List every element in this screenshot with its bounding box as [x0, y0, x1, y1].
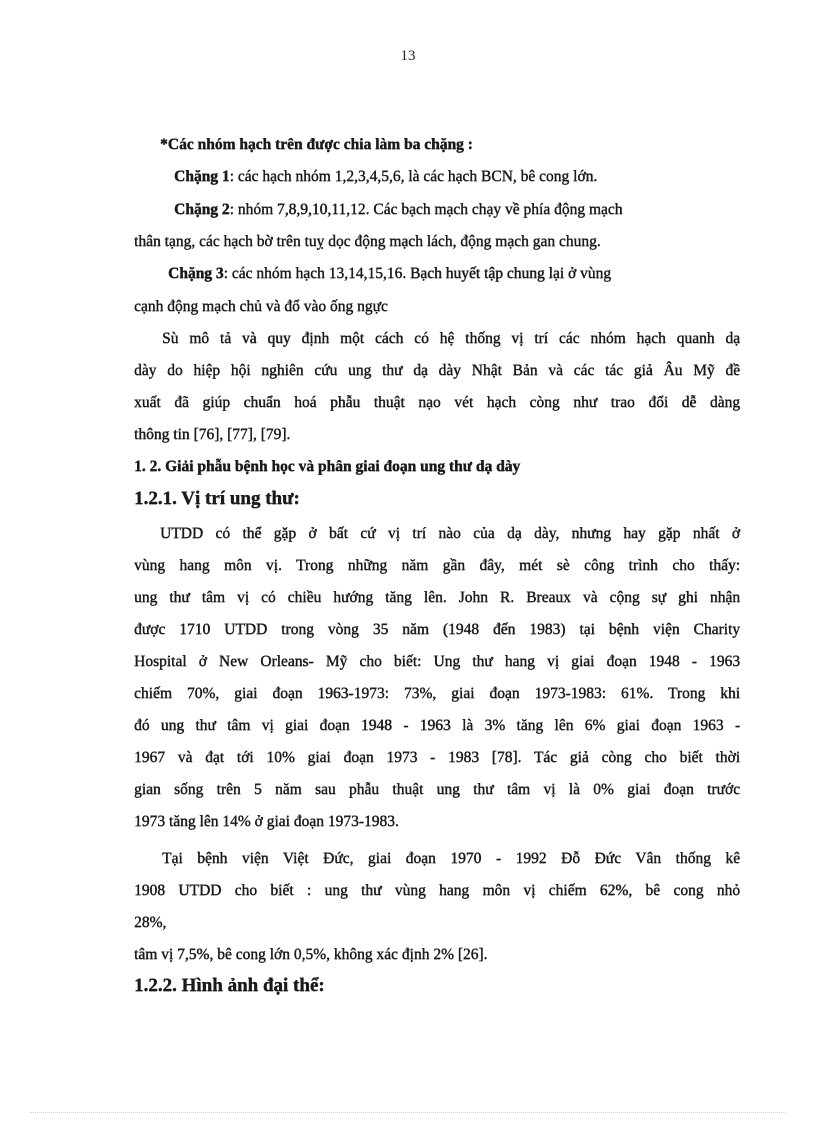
- section-1-2-2-heading: 1.2.2. Hình ảnh đại thể:: [134, 975, 325, 996]
- location-line-8: 1967 và đạt tới 10% giai đoạn 1973 - 1983 [78]. Tác giả còng cho biết thời: [134, 749, 740, 766]
- viet-duc-line-3: 28%,: [134, 914, 167, 931]
- location-line-3: ung thư tâm vị có chiều hướng tăng lên. John R. Breaux và cộng sự ghi nhận: [134, 589, 740, 606]
- page-bottom-divider: [30, 1112, 786, 1113]
- tier-3-text: : các nhóm hạch 13,14,15,16. Bạch huyết tập chung lại ở vùng: [223, 265, 611, 282]
- tier-2-line-1: [174, 200, 740, 220]
- viet-duc-line-4: tâm vị 7,5%, bê cong lớn 0,5%, không xác định 2% [26].: [134, 946, 488, 963]
- viet-duc-line-1: Tại bệnh viện Việt Đức, giai đoạn 1970 - 1992 Đỗ Đức Vân thống kê: [162, 850, 740, 867]
- describe-line-2: dày do hiệp hội nghiên cứu ung thư dạ dày Nhật Bản và các tác giả Âu Mỹ đề: [134, 362, 740, 379]
- tier-2-text: : nhóm 7,8,9,10,11,12. Các bạch mạch chạy về phía động mạch: [229, 201, 623, 218]
- tier-1-text: : các hạch nhóm 1,2,3,4,5,6, là các hạch BCN, bê cong lớn.: [229, 168, 598, 185]
- location-line-10: 1973 tăng lên 14% ở giai đoạn 1973-1983.: [134, 813, 399, 830]
- tier-2-label: Chặng 2: [174, 201, 230, 218]
- viet-duc-line-2: 1908 UTDD cho biết : ung thư vùng hang môn vị chiếm 62%, bê cong nhỏ: [134, 882, 740, 899]
- tiers-heading: *Các nhóm hạch trên được chia làm ba chặng :: [160, 136, 473, 153]
- tier-3-line-1: [168, 264, 740, 284]
- tier-2-line-2: thân tạng, các hạch bờ trên tuỵ dọc động mạch lách, động mạch gan chung.: [134, 233, 601, 250]
- location-line-6: chiếm 70%, giai đoạn 1963-1973: 73%, giai đoạn 1973-1983: 61%. Trong khi: [134, 685, 740, 702]
- location-line-9: gian sống trên 5 năm sau phẫu thuật ung thư tâm vị là 0% giai đoạn trước: [134, 781, 740, 798]
- tier-3-label: Chặng 3: [168, 265, 224, 282]
- location-line-2: vùng hang môn vị. Trong những năm gần đây, mét sè công trình cho thấy:: [134, 557, 740, 574]
- section-1-2-1-heading: 1.2.1. Vị trí ung thư:: [134, 488, 300, 509]
- describe-line-3: xuất đã giúp chuẩn hoá phẫu thuật nạo vét hạch còng như trao đổi dễ dàng: [134, 394, 740, 411]
- tier-1-label: Chặng 1: [174, 168, 230, 185]
- location-line-4: được 1710 UTDD trong vòng 35 năm (1948 đến 1983) tại bệnh viện Charity: [134, 621, 740, 638]
- describe-line-1: Sù mô tả và quy định một cách có hệ thống vị trí các nhóm hạch quanh dạ: [162, 330, 740, 347]
- section-1-2-heading: 1. 2. Giải phẫu bệnh học và phân giai đoạn ung thư dạ dày: [134, 458, 521, 475]
- describe-line-4: thông tin [76], [77], [79].: [134, 426, 291, 443]
- location-line-5: Hospital ở New Orleans- Mỹ cho biết: Ung thư hang vị giai đoạn 1948 - 1963: [134, 653, 740, 670]
- tier-3-line-2: cạnh động mạch chủ và đổ vào ống ngực: [134, 298, 388, 315]
- location-line-7: đó ung thư tâm vị giai đoạn 1948 - 1963 là 3% tăng lên 6% giai đoạn 1963 -: [134, 717, 740, 734]
- location-line-1: UTDD có thể gặp ở bất cứ vị trí nào của dạ dày, nhưng hay gặp nhất ở: [160, 525, 740, 542]
- page-number: 13: [400, 48, 416, 64]
- tier-1-line: [174, 167, 780, 187]
